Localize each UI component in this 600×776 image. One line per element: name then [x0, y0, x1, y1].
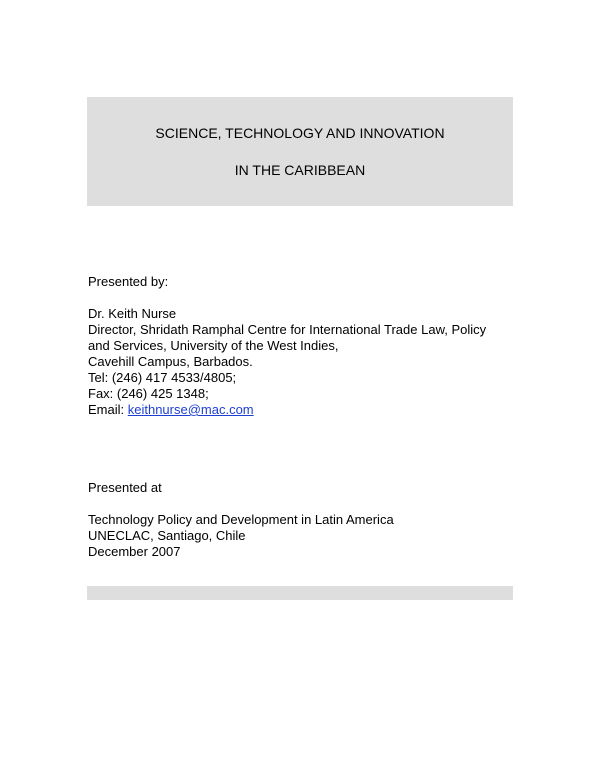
event-location: UNECLAC, Santiago, Chile [88, 528, 246, 543]
email-label: Email: [88, 402, 128, 417]
title-line-1: SCIENCE, TECHNOLOGY AND INNOVATION [155, 125, 445, 141]
presenter-affiliation-line-2: and Services, University of the West Indies, [88, 338, 339, 353]
presenter-name: Dr. Keith Nurse [88, 306, 177, 321]
presenter-email-line [88, 402, 254, 418]
presenter-fax: Fax: (246) 425 1348; [88, 386, 209, 401]
presenter-tel: Tel: (246) 417 4533/4805; [88, 370, 237, 385]
presented-by-heading: Presented by: [88, 274, 169, 289]
presenter-campus: Cavehill Campus, Barbados. [88, 354, 253, 369]
email-link[interactable]: keithnurse@mac.com [127, 402, 254, 417]
title-box [87, 97, 513, 206]
footer-bar [87, 586, 513, 600]
presented-at-heading: Presented at [88, 480, 162, 495]
presenter-affiliation-line-1: Director, Shridath Ramphal Centre for International Trade Law, Policy [88, 322, 487, 337]
event-name: Technology Policy and Development in Latin America [88, 512, 394, 527]
title-line-2: IN THE CARIBBEAN [234, 162, 366, 178]
event-date: December 2007 [88, 544, 181, 559]
